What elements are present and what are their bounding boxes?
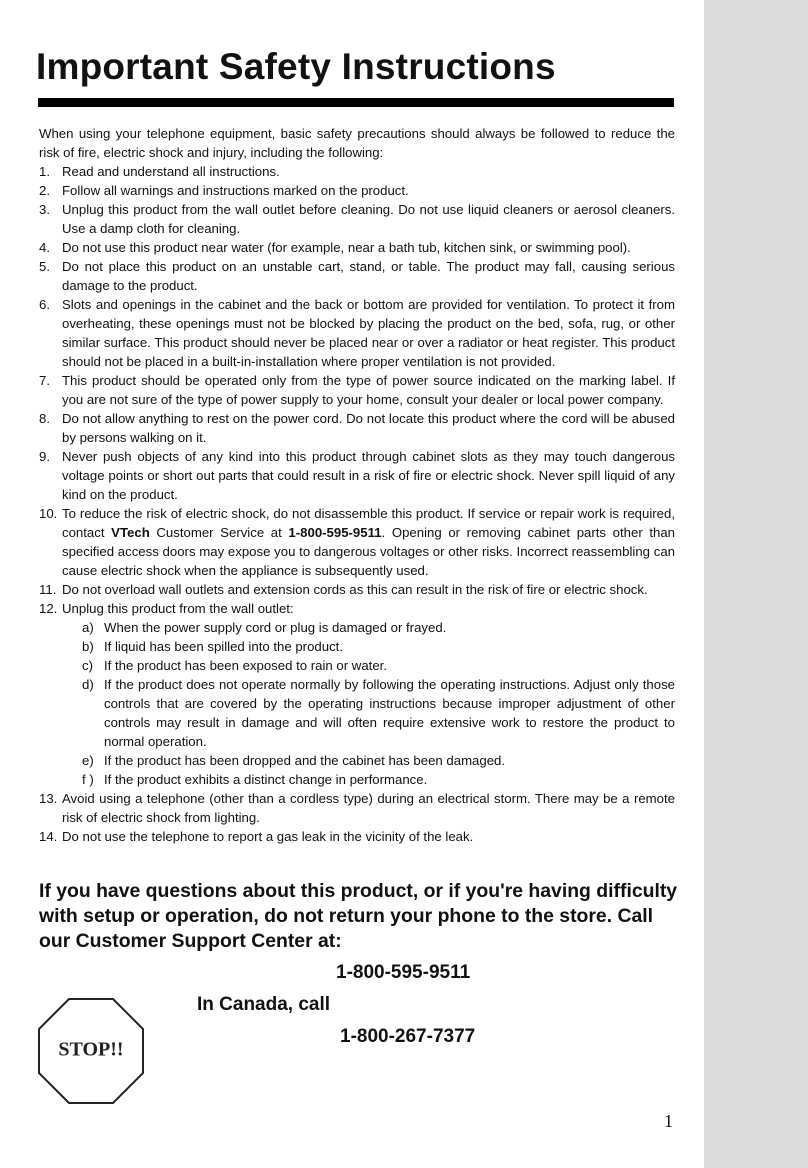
side-strip: [704, 0, 808, 1168]
sub-list-item: b) If liquid has been spilled into the product.: [82, 639, 343, 654]
stop-sign-icon: [38, 998, 144, 1104]
list-item: 2. Follow all warnings and instructions marked on the product.: [39, 183, 409, 198]
list-item: 11. Do not overload wall outlets and extension cords as this can result in the risk of fire or electric shock.: [39, 582, 648, 597]
list-item: 3. Unplug this product from the wall outlet before cleaning. Do not use liquid cleaners or aerosol cleaners. Use a damp cloth for cleaning.: [39, 202, 675, 236]
list-item: 1. Read and understand all instructions.: [39, 164, 280, 179]
title-rule: [38, 98, 674, 107]
safety-instructions: [39, 124, 675, 846]
list-item: 13. Avoid using a telephone (other than a cordless type) during an electrical storm. There may be a remote risk of electric shock from lighting.: [39, 791, 675, 825]
list-item: 4. Do not use this product near water (for example, near a bath tub, kitchen sink, or swimming pool).: [39, 240, 631, 255]
sub-list: [62, 618, 675, 789]
sub-list-item: c) If the product has been exposed to rain or water.: [82, 658, 387, 673]
support-phone: 1-800-595-9511: [336, 962, 471, 983]
page-number: 1: [664, 1111, 673, 1131]
canada-phone: 1-800-267-7377: [340, 1026, 476, 1047]
sub-list-item: d) If the product does not operate normally by following the operating instructions. Adjust only those controls that are covered by the operating instructions because improper adjustment of other controls may result in damage and will often require extensive work to restore the product to normal operation.: [82, 677, 675, 749]
list-item: 6. Slots and openings in the cabinet and the back or bottom are provided for ventilation. To protect it from overheating, these openings must not be blocked by placing the product on the bed, sofa, rug, or other similar surface. This product should never be placed near or over a radiator or heat register. This product should not be placed in a built-in-installation where proper ventilation is not provided.: [39, 297, 675, 369]
brand-name: VTech: [111, 525, 150, 540]
intro-paragraph: When using your telephone equipment, basic safety precautions should always be followed to reduce the risk of fire, electric shock and injury, including the following:: [39, 126, 675, 160]
list-item: 10. To reduce the risk of electric shock, do not disassemble this product. If service or repair work is required, contact VTech Customer Service at 1-800-595-9511. Opening or removing cabinet parts other than specified access doors may expose you to dangerous voltages or other risks. Incorrect reassembling can cause electric shock when the appliance is subsequently used.: [39, 506, 676, 578]
list-item: 7. This product should be operated only from the type of power source indicated on the marking label. If you are not sure of the type of power supply to your home, consult your dealer or local power company.: [39, 373, 675, 407]
canada-label: In Canada, call: [197, 994, 331, 1015]
list-item: 9. Never push objects of any kind into this product through cabinet slots as they may touch dangerous voltage points or short out parts that could result in a risk of fire or electric shock. Never spill liquid of any kind on the product.: [39, 449, 675, 502]
sub-list-item: e) If the product has been dropped and the cabinet has been damaged.: [82, 753, 506, 768]
list-item: 12. Unplug this product from the wall outlet: a) When the power supply cord or plug is damaged or frayed. b) If liquid has been spilled into the product. c) If the product has been exposed to rain or water. d) If the product does not operate normally by following the operating instructions. Adjust only those controls that are covered by the operating instructions because improper adjustment of other controls may result in damage and will often require extensive work to restore the product to normal operation. e) If the product has been dropped and the cabinet has been damaged. f ) If the product exhibits a distinct change in performance.: [39, 601, 675, 787]
support-message: If you have questions about this product, or if you're having difficulty with setup or operation, do not return your phone to the store. Call our Customer Support Center at:: [39, 880, 678, 952]
page-title: Important Safety Instructions: [36, 46, 556, 87]
stop-sign-label: STOP!!: [58, 1038, 124, 1061]
sub-list-item: a) When the power supply cord or plug is damaged or frayed.: [82, 620, 447, 635]
instruction-list: [39, 162, 675, 846]
list-item: 5. Do not place this product on an unstable cart, stand, or table. The product may fall, causing serious damage to the product.: [39, 259, 675, 293]
list-item: 8. Do not allow anything to rest on the power cord. Do not locate this product where the cord will be abused by persons walking on it.: [39, 411, 675, 445]
list-item: 14. Do not use the telephone to report a gas leak in the vicinity of the leak.: [39, 829, 474, 844]
customer-service-phone: 1-800-595-9511: [288, 525, 382, 540]
sub-list-item: f ) If the product exhibits a distinct change in performance.: [82, 772, 428, 787]
